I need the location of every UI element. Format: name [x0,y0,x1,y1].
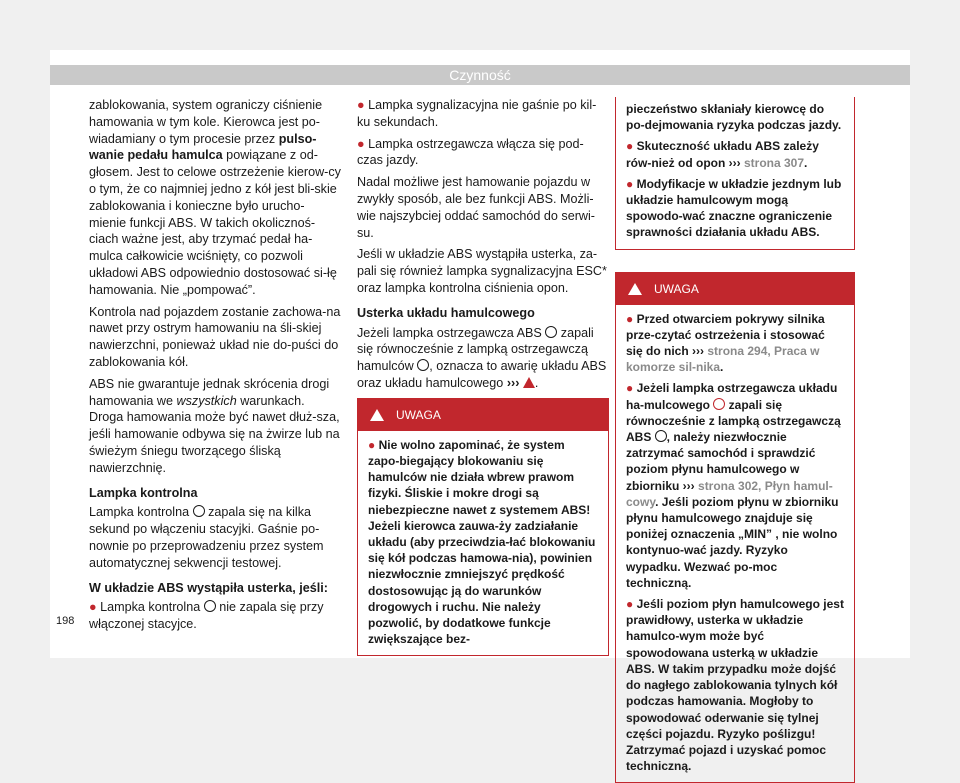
section-heading: W układzie ABS wystąpiła usterka, jeśli: [89,580,328,595]
section-heading: Usterka układu hamulcowego [357,305,535,320]
paragraph: zablokowania, system ograniczy ciśnienie hamowania w tym kole. Kierowca jest po-wiadamiany o tym procesie przez pulso-wanie pedału hamulca powiązane z od-głosem. Jest to celowe ostrzeżenie kierow-cy o tym, że co najmniej jedno z kół jest bli-skie zablokowania i konieczne było urucho-mienie funkcji ABS. W takich okolicznoś-ciach ważne jest, aby trzymać pedał ha-mulca całkowicie wciśnięty, co pozwoli układowi ABS odpowiednio dostosować si-łę hamowania. Nie „pompować”. [89,98,341,297]
paragraph: pieczeństwo skłaniały kierowcę do po-dejmowania ryzyka podczas jazdy. [626,102,842,133]
list-item: ● Skuteczność układu ABS zależy rów-nież od opon ››› strona 307. [626,139,819,170]
paragraph: Jeśli w układzie ABS wystąpiła usterka, za-pali się również lampka sygnalizacyjna ESC* oraz lampka kontrolna ciśnienia opon. [357,247,607,295]
list-item: ● Lampka sygnalizacyjna nie gaśnie po kil-ku sekundach. [357,98,597,129]
list-item: ● Jeśli poziom płyn hamulcowego jest prawidłowy, usterka w układzie hamulco-wym może być spowodowana usterką w układzie ABS. W takim przypadku może dojść do nagłego zablokowania tylnych kół podczas hamowania. Mogłoby to spowodować oderwanie się tylnej części pojazdu. Ryzyko poślizgu! Zatrzymać pojazd i uzyskać pomoc techniczną. [626,597,844,774]
brake-warning-icon [713,398,725,410]
bullet-icon: ● [89,600,97,615]
page-link[interactable]: strona 294, Praca w komorze sil-nika [626,344,820,375]
warning-body: ● Nie wolno zapominać, że system zapo-biegający blokowaniu się hamulców nie działa wbrew prawom fizyki. Śliskie i mokre drogi są niebezpieczne nawet z systemem ABS! Jeżeli kierowca zauwa-ży zadziałanie układu (aby przeciwdzia-łać blokowaniu się kół podczas hamowa-nia), powinien niezwłocznie zmniejszyć prędkość dostosowując ją do warunków drogowych i ruchu. Nie należy pozwolić, by dodatkowe funkcje zwiększające bez- [368,437,596,647]
bullet-icon: ● [626,597,634,612]
brake-warning-icon [417,359,429,371]
list-item: ● Lampka ostrzegawcza włącza się pod-czas jazdy. [357,136,584,168]
page-header: Czynność [50,65,910,85]
bullet-icon: ● [626,381,634,396]
list-item: ● Przed otwarciem pokrywy silnika prze-czytać ostrzeżenia i stosować się do nich ››› strona 294, Praca w komorze sil-nika. [626,311,825,375]
cross-reference-arrow: ››› [692,344,705,359]
paragraph: ABS nie gwarantuje jednak skrócenia drogi hamowania we wszystkich warunkach. Droga hamowania może być nawet dłuż-sza, jeśli hamowanie odbywa się na żwirze lub na świeżym śniegu tworzącego śliską nawierzchnię. [89,376,340,475]
list-item: ● Lampka kontrolna nie zapala się przy włączonej stacyjce. [89,600,324,632]
warning-header: UWAGA [616,273,854,305]
abs-warning-icon [545,326,557,338]
list-item: ● Jeżeli lampka ostrzegawcza układu ha-mulcowego zapali się równocześnie z lampką ostrzegawczą ABS , należy niezwłocznie zatrzymać samochód i sprawdzić poziom płynu hamulcowego w zbiorniku ››› strona 302, Płyn hamul-cowy. Jeśli poziom płynu w zbiorniku płynu hamulcowego znajduje się poniżej oznaczenia „MIN” , nie wolno kontynuo-wać jazdy. Ryzyko wypadku. Wezwać po-moc techniczną. [626,381,841,590]
bullet-icon: ● [368,437,376,452]
paragraph: Nadal możliwe jest hamowanie pojazdu w zwykły sposób, ale bez funkcji ABS. Możli-wie najszybciej oddać samochód do serwi-su. [357,175,595,240]
abs-warning-icon [193,505,205,517]
page-link[interactable]: strona 307 [744,155,805,170]
column-2 [357,97,609,656]
bullet-icon: ● [626,311,634,326]
bullet-icon: ● [357,136,365,151]
cross-reference-arrow: ››› [682,478,695,493]
page-link[interactable]: strona 302, Płyn hamul-cowy [626,478,833,509]
section-heading: Lampka kontrolna [89,485,198,500]
list-item: ● Modyfikacje w układzie jezdnym lub układzie hamulcowym mogą spowodo-wać znaczne ograniczenie sprawności działania układu ABS. [626,176,842,240]
page-number: 198 [56,615,75,627]
warning-triangle-icon[interactable] [523,377,535,388]
paragraph: Kontrola nad pojazdem zostanie zachowa-na nawet przy ostrym hamowaniu na śli-skiej nawierzchni, ponieważ układ nie do-puści do zablokowania kół. [89,304,341,369]
column-3 [615,97,855,783]
warning-header: UWAGA [358,399,608,431]
warning-box-continued [615,97,855,250]
paragraph: Jeżeli lampka ostrzegawcza ABS zapali się równocześnie z lampką ostrzegawczą hamulców , oznacza to awarię układu ABS oraz układu hamulcowego ››› . [357,325,607,390]
warning-body [616,305,854,783]
bullet-icon: ● [626,176,634,191]
warning-triangle-icon [628,283,642,295]
bullet-icon: ● [357,98,365,112]
warning-box [357,398,609,657]
cross-reference-arrow: ››› [728,155,741,170]
abs-warning-icon [655,430,667,442]
bullet-icon: ● [626,139,634,154]
cross-reference-arrow[interactable]: ››› [506,375,520,390]
warning-triangle-icon [370,409,384,421]
warning-box [615,272,855,783]
paragraph: Lampka kontrolna zapala się na kilka sekund po włączeniu stacyjki. Gaśnie po-nownie po przeprowadzeniu przez system automatycznej sekwencji testowej. [89,505,324,570]
abs-warning-icon [204,600,216,612]
column-1 [89,97,341,638]
